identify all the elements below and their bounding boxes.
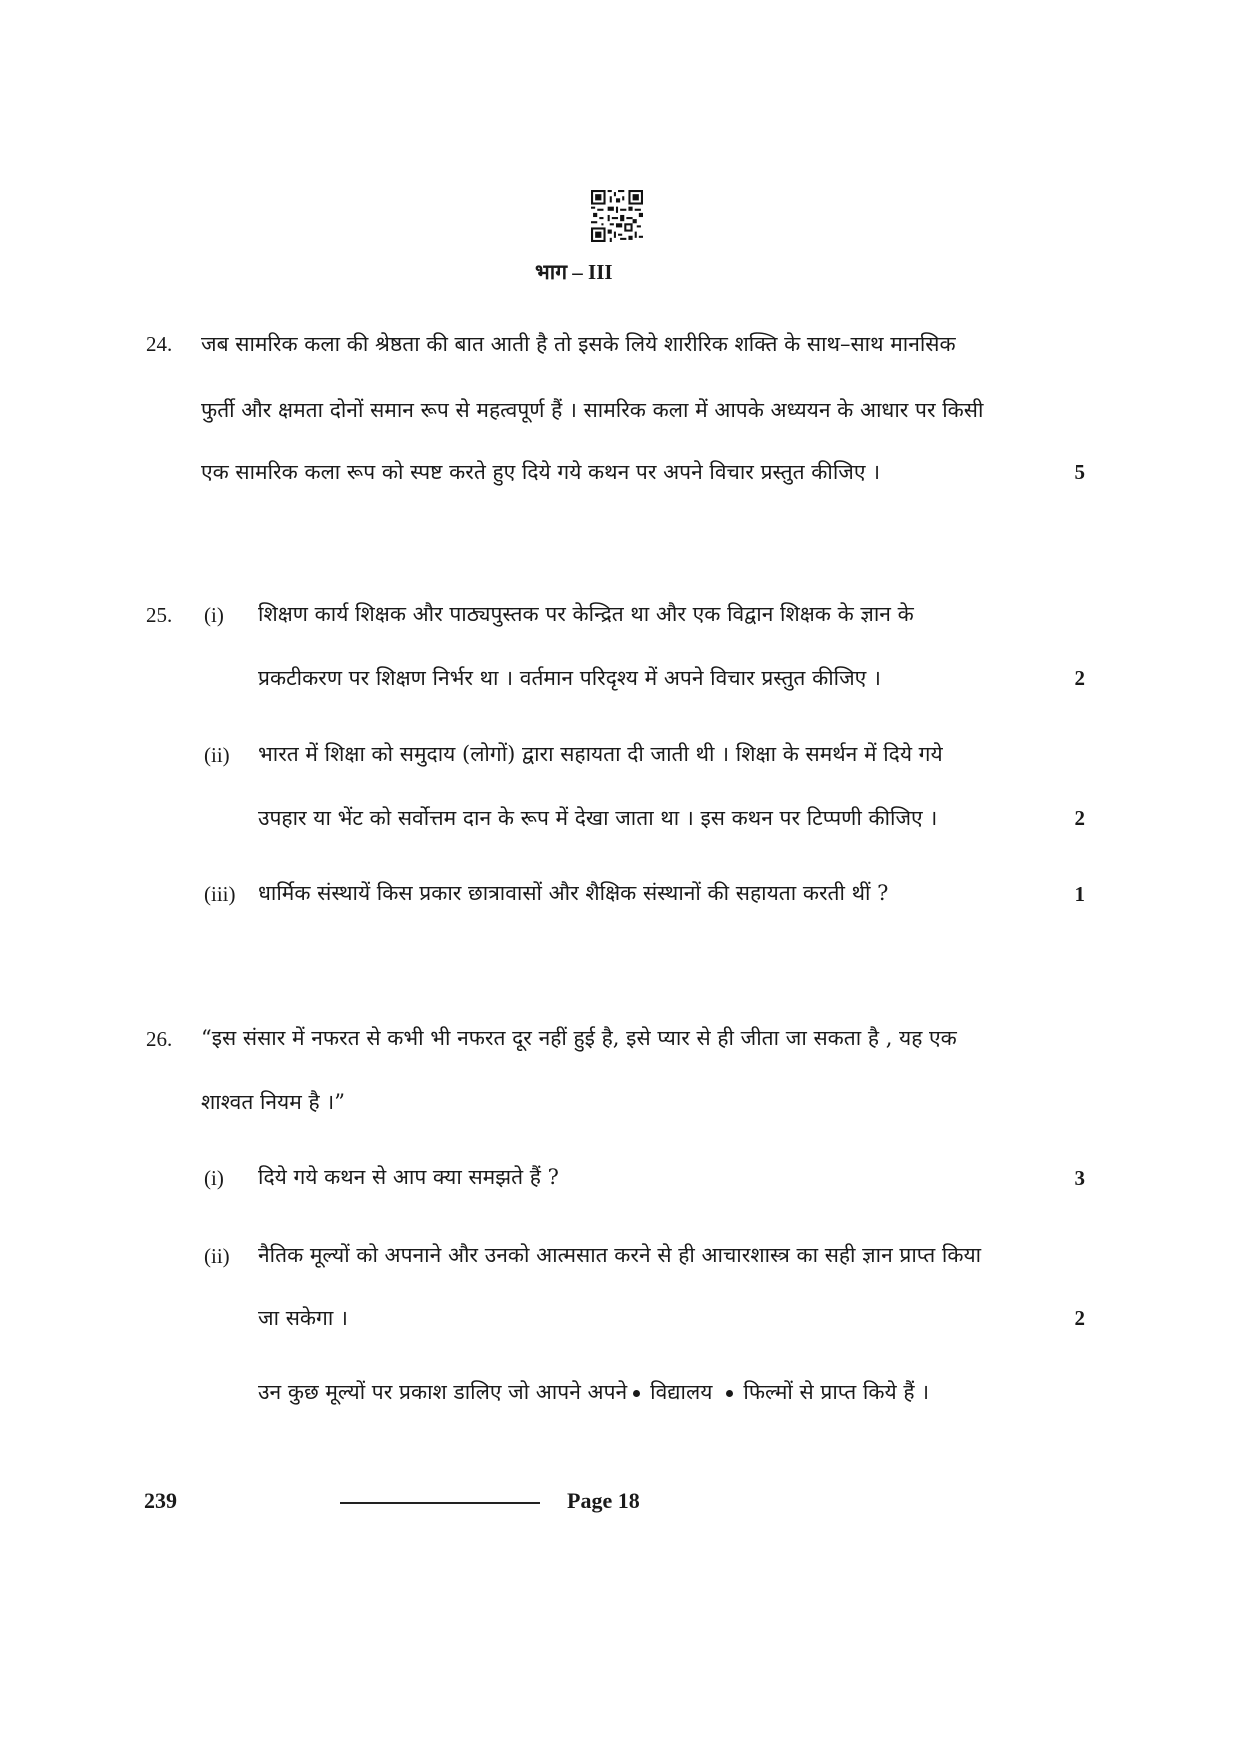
question-text-line: शिक्षण कार्य शिक्षक और पाठ्यपुस्तक पर केन्द्रित था और एक विद्वान शिक्षक के ज्ञान के — [258, 602, 914, 626]
bullet-icon — [726, 1390, 733, 1397]
sub-question-label: (ii) — [204, 743, 230, 767]
marks: 5 — [1074, 460, 1085, 484]
quote-line: “इस संसार में नफरत से कभी भी नफरत दूर नहीं हुई है, इसे प्यार से ही जीता जा सकता है , यह एक — [201, 1026, 957, 1050]
sub-question-label: (i) — [204, 603, 224, 627]
marks: 3 — [1074, 1166, 1085, 1190]
marks: 2 — [1074, 666, 1085, 690]
question-text-line: धार्मिक संस्थायें किस प्रकार छात्रावासों और शैक्षिक संस्थानों की सहायता करती थीं ? — [258, 881, 889, 905]
marks: 2 — [1074, 1306, 1085, 1330]
followup-line — [258, 1378, 929, 1406]
question-text-line: प्रकटीकरण पर शिक्षण निर्भर था । वर्तमान परिदृश्य में अपने विचार प्रस्तुत कीजिए । — [258, 666, 881, 690]
followup-item: फिल्मों से प्राप्त किये हैं । — [743, 1380, 930, 1404]
qr-code — [591, 190, 643, 242]
question-text-line: दिये गये कथन से आप क्या समझते हैं ? — [258, 1165, 559, 1189]
sub-question-label: (ii) — [204, 1244, 230, 1268]
paper-code: 239 — [144, 1488, 177, 1513]
sub-question-label: (i) — [204, 1166, 224, 1190]
question-number: 26. — [146, 1027, 173, 1051]
question-text-line: एक सामरिक कला रूप को स्पष्ट करते हुए दिये गये कथन पर अपने विचार प्रस्तुत कीजिए । — [201, 460, 881, 484]
page-number: Page 18 — [567, 1488, 640, 1513]
question-text-line: जब सामरिक कला की श्रेष्ठता की बात आती है तो इसके लिये शारीरिक शक्ति के साथ–साथ मानसिक — [201, 332, 956, 356]
marks: 2 — [1074, 806, 1085, 830]
question-text-line: जा सकेगा । — [258, 1306, 348, 1330]
question-text-line: नैतिक मूल्यों को अपनाने और उनको आत्मसात करने से ही आचारशास्त्र का सही ज्ञान प्राप्त किया — [258, 1243, 982, 1267]
sub-question-label: (iii) — [204, 882, 236, 906]
question-text-line: भारत में शिक्षा को समुदाय (लोगों) द्वारा सहायता दी जाती थी । शिक्षा के समर्थन में दिये गये — [258, 742, 943, 766]
footer-divider — [340, 1502, 540, 1504]
question-number: 24. — [146, 332, 173, 356]
quote-line: शाश्वत नियम है ।” — [201, 1090, 345, 1114]
bullet-icon — [633, 1390, 640, 1397]
followup-prefix: उन कुछ मूल्यों पर प्रकाश डालिए जो आपने अपने — [258, 1380, 628, 1404]
followup-item: विद्यालय — [650, 1380, 713, 1404]
question-text-line: फुर्ती और क्षमता दोनों समान रूप से महत्वपूर्ण हैं । सामरिक कला में आपके अध्ययन के आधार पर किसी — [201, 398, 984, 422]
section-heading: भाग – III — [535, 260, 613, 284]
question-number: 25. — [146, 603, 173, 627]
marks: 1 — [1074, 882, 1085, 906]
question-text-line: उपहार या भेंट को सर्वोत्तम दान के रूप में देखा जाता था । इस कथन पर टिप्पणी कीजिए । — [258, 806, 938, 830]
